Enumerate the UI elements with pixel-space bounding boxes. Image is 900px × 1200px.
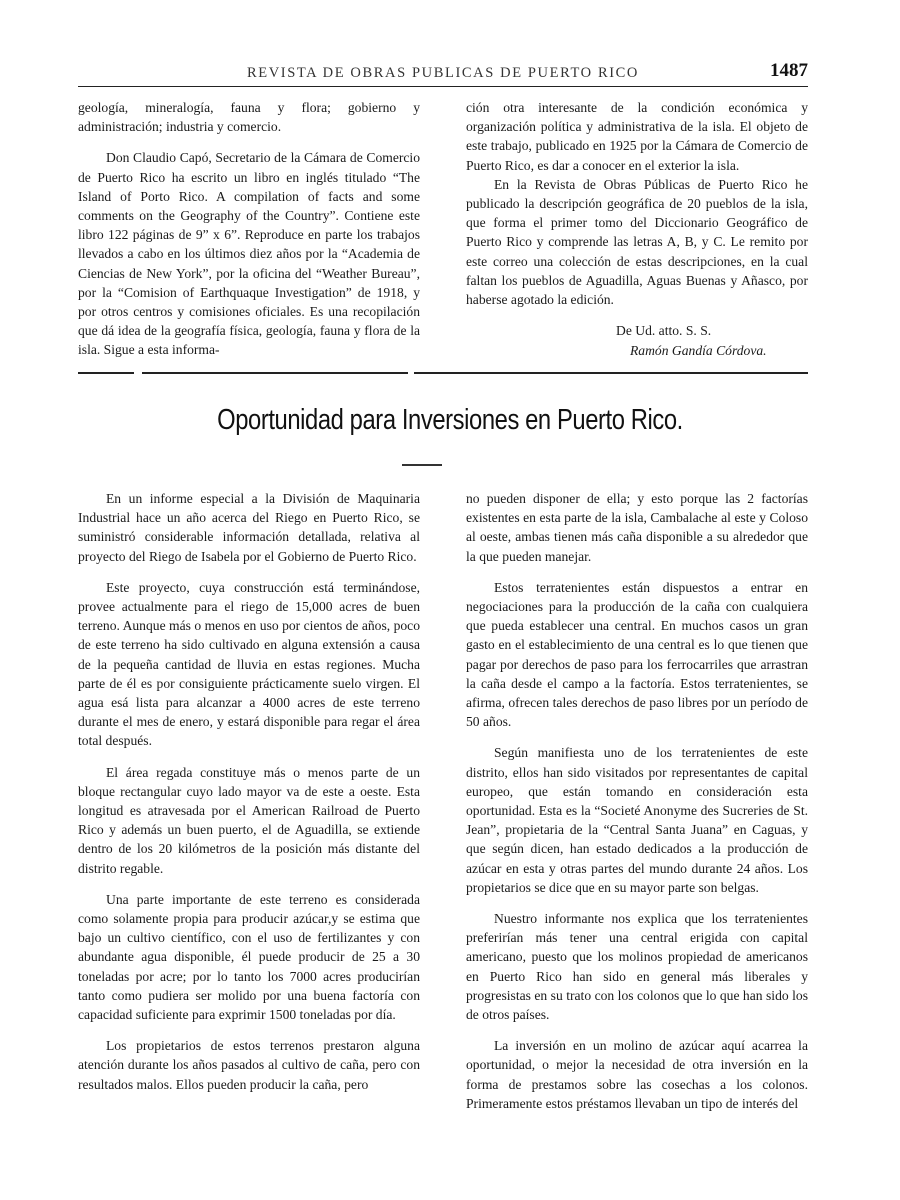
letter-signature xyxy=(466,321,808,360)
journal-title: REVISTA DE OBRAS PUBLICAS DE PUERTO RICO xyxy=(246,65,640,81)
paragraph: Una parte importante de este terreno es considerada como solamente propia para producir azúcar,y se estima que bajo un cultivo científico, con el uso de fertilizantes y con abundante agua disponible, él puede producir de 25 a 30 toneladas por acre; por lo tanto los 7000 acres producirían tanto como pudiera ser molido por una buena factoría con capacidad suficiente para exprimir 1500 toneladas por día. xyxy=(78,891,420,1023)
page-number: 1487 xyxy=(770,60,808,81)
paragraph: geología, mineralogía, fauna y flora; gobierno y administración; industria y comercio. xyxy=(78,100,420,135)
paragraph: no pueden disponer de ella; y esto porque las 2 factorías existentes en esta parte de la isla, Cambalache al este y Coloso al oeste, ambas tienen más caña disponible a su alrededor que la que pueden manejar. xyxy=(466,491,808,564)
title-underline-rule xyxy=(402,464,442,466)
previous-article-right-column xyxy=(466,98,808,360)
signatory-name: Ramón Gandía Córdova. xyxy=(630,342,767,358)
article-right-column xyxy=(466,489,808,1125)
closing-line: De Ud. atto. S. S. xyxy=(616,323,712,339)
paragraph: ción otra interesante de la condición económica y organización política y administrativa de la isla. El objeto de este trabajo, publicado en 1925 por la Cámara de Comercio de Puerto Rico, es dar a conocer en el exterior la isla. xyxy=(466,100,808,173)
running-header xyxy=(78,62,808,87)
paragraph: El área regada constituye más o menos parte de un bloque rectangular cuyo lado mayor va de este a oeste. Esta longitud es atravesada por el American Railroad de Puerto Rico y además un buen puerto, el de Aguadilla, se extiende dentro de los 20 kilómetros de la posición más distante del distrito regable. xyxy=(78,764,420,876)
paragraph: En un informe especial a la División de Maquinaria Industrial hace un año acerca del Riego en Puerto Rico, se suministró considerable información detallada, relativa al proyecto del Riego de Isabela por el Gobierno de Puerto Rico. xyxy=(78,491,420,564)
paragraph: Este proyecto, cuya construcción está terminándose, provee actualmente para el riego de 15,000 acres de buen terreno. Aunque más o menos en uso por cientos de años, poco de este terreno ha sido cultivado en alguna extensión a causa de la pequeña cantidad de lluvia en estas regiones. Mucha parte de él es por consiguiente prácticamente suelo virgen. El agua esá lista para alcanzar a 4000 acres de este terreno durante el mes de enero, y estará disponible para regar el área total después. xyxy=(78,579,420,749)
paragraph: Nuestro informante nos explica que los terratenientes preferirían más tener una central erigida con capital americano, puesto que los molinos propiedad de americanos en Puerto Rico han sido en general más liberales y progresistas en su trato con los colonos que lo que han sido los de otros países. xyxy=(466,911,808,1023)
article-left-column xyxy=(78,489,420,1106)
article-title: Oportunidad para Inversiones en Puerto Rico. xyxy=(217,404,683,436)
previous-article-left-column xyxy=(78,98,420,372)
paragraph: Los propietarios de estos terrenos prestaron alguna atención durante los años pasados al cultivo de caña, pero con resultados malos. Ellos pueden producir la caña, pero xyxy=(78,1038,420,1092)
paragraph: Don Claudio Capó, Secretario de la Cámara de Comercio de Puerto Rico ha escrito un libro en inglés titulado “The Island of Porto Rico. A compilation of facts and some comments on the Geography of the Country”. Contiene este libro 122 páginas de 9” x 6”. Reproduce en parte los trabajos llevados a cabo en los últimos diez años por la “Academia de Ciencias de New York”, por la oficina del “Weather Bureau”, por la “Comision of Earthquaque Investigation” de 1918, y por otros centros y comisiones oficiales. Es una recopilación que dá idea de la geografía física, geología, fauna y flora de la isla. Sigue a esta informa- xyxy=(78,150,420,358)
paragraph: Estos terratenientes están dispuestos a entrar en negociaciones para la producción de la caña con cualquiera que pueda establecer una central. En muchos casos un gran gasto en el establecimiento de una central es lo que tienen que pagar por derechos de paso para los ferrocarriles que arrastran la caña desde el campo a la factoría. Estos terratenientes, se afirma, ofrecen tales derechos de paso libres por un período de 50 años. xyxy=(466,579,808,730)
paragraph: Según manifiesta uno de los terratenientes de este distrito, ellos han sido visitados por representantes de capital europeo, que están tomando en consideración esta oportunidad. Esta es la “Societé Anonyme des Sucreries de St. Jean”, propietaria de la “Central Santa Juana” en Caguas, y que según dicen, han estado dedicados a la producción de azúcar en esta y otras partes del mundo durante 24 años. Los propietarios se dice que en su mayor parte son belgas. xyxy=(466,745,808,895)
paragraph: En la Revista de Obras Públicas de Puerto Rico he publicado la descripción geográfica de 20 pueblos de la isla, que forma el primer tomo del Diccionario Geográfico de Puerto Rico y comprende las letras A, B, y C. Le remito por este correo una colección de estas descripciones, en la cual faltan los pueblos de Aguadilla, Aguas Buenas y Añasco, por haberse agotado la edición. xyxy=(466,176,808,308)
section-divider xyxy=(78,372,808,374)
paragraph: La inversión en un molino de azúcar aquí acarrea la oportunidad, o mejor la necesidad de otra inversión en la forma de prestamos sobre las cosechas a los colonos. Primeramente estos préstamos llevaban un tipo de interés del xyxy=(466,1038,808,1111)
